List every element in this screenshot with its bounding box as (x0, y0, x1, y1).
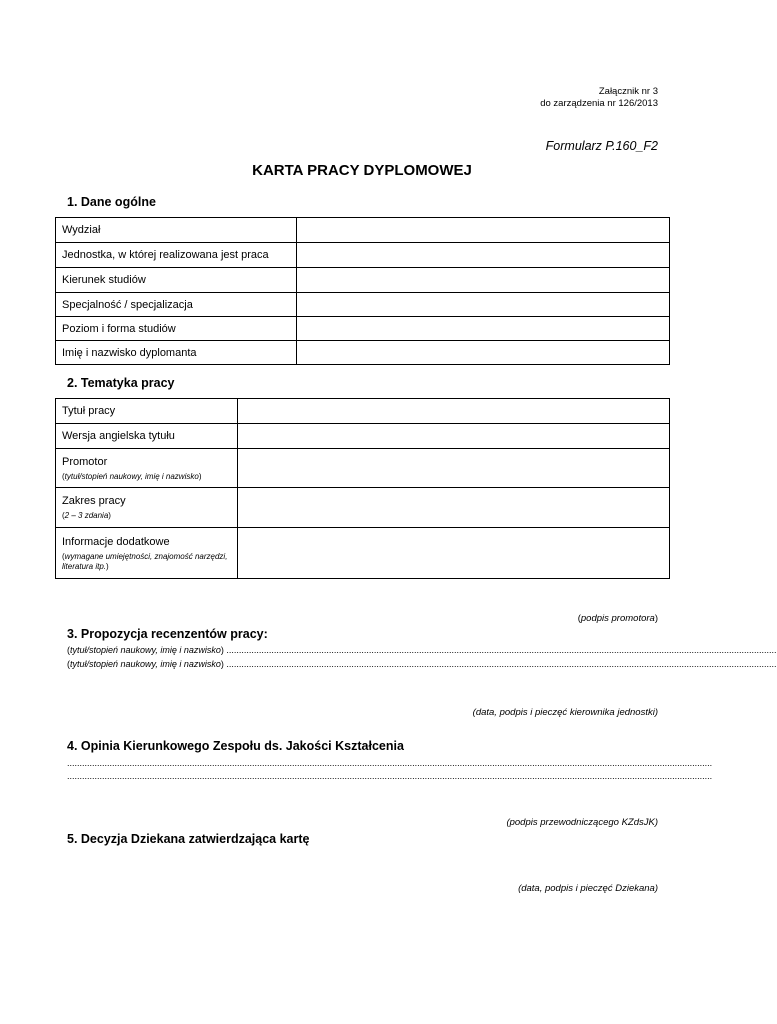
dean-signature-note: (data, podpis i pieczęć Dziekana) (518, 883, 658, 894)
annex-reference (540, 86, 658, 110)
graduate-name-field[interactable] (297, 341, 670, 365)
committee-chair-signature-note: (podpis przewodniczącego KZdsJK) (506, 817, 658, 828)
table-row (56, 341, 670, 365)
specialization-field[interactable] (297, 293, 670, 317)
annex-number: Załącznik nr 3 (598, 86, 658, 97)
unit-field[interactable] (297, 243, 670, 268)
reviewer-line-hint: tytuł/stopień naukowy, imię i nazwisko (70, 659, 221, 669)
supervisor-note-text: tytuł/stopień naukowy, imię i nazwisko (64, 471, 199, 481)
section-5-heading: 5. Decyzja Dziekana zatwierdzająca kartę (67, 832, 310, 846)
reviewer-line-hint: tytuł/stopień naukowy, imię i nazwisko (70, 645, 221, 655)
supervisor-signature-text: podpis promotora (580, 613, 655, 624)
faculty-field[interactable] (297, 218, 670, 243)
section-3-heading: 3. Propozycja recenzentów pracy: (67, 627, 268, 641)
form-code: Formularz P.160_F2 (545, 139, 658, 153)
table-row (56, 293, 670, 317)
unit-label: Jednostka, w której realizowana jest praca (56, 243, 297, 268)
unit-head-signature-note: (data, podpis i pieczęć kierownika jednostki) (472, 707, 658, 718)
faculty-label: Wydział (56, 218, 297, 243)
specialization-label: Specjalność / specjalizacja (56, 293, 297, 317)
table-row (56, 528, 670, 579)
scope-note: (2 – 3 zdania) (62, 511, 111, 520)
table-row (56, 317, 670, 341)
opinion-line-2[interactable]: .................................................................................................................................................................................................................................................................. (67, 771, 713, 781)
section-1-heading: 1. Dane ogólne (67, 195, 156, 209)
thesis-topic-table (55, 398, 670, 579)
supervisor-note: (tytuł/stopień naukowy, imię i nazwisko) (62, 471, 202, 481)
scope-cell (56, 488, 238, 528)
table-row (56, 449, 670, 488)
supervisor-cell (56, 449, 238, 488)
english-title-field[interactable] (238, 424, 670, 449)
english-title-label: Wersja angielska tytułu (56, 424, 238, 449)
study-level-label: Poziom i forma studiów (56, 317, 297, 341)
scope-label: Zakres pracy (62, 495, 126, 507)
table-row (56, 399, 670, 424)
annex-regulation: do zarządzenia nr 126/2013 (540, 98, 658, 109)
opinion-line-1[interactable]: .................................................................................................................................................................................................................................................................. (67, 758, 713, 768)
field-of-study-field[interactable] (297, 268, 670, 293)
table-row (56, 424, 670, 449)
supervisor-field[interactable] (238, 449, 670, 488)
table-row (56, 488, 670, 528)
additional-info-label: Informacje dodatkowe (62, 535, 170, 548)
thesis-title-label: Tytuł pracy (56, 399, 238, 424)
field-of-study-label: Kierunek studiów (56, 268, 297, 293)
graduate-name-label: Imię i nazwisko dyplomanta (56, 341, 297, 365)
additional-info-note: (wymagane umiejętności, znajomość narzędzi, literatura itp.) (62, 551, 228, 571)
thesis-title-field[interactable] (238, 399, 670, 424)
table-row (56, 268, 670, 293)
section-4-heading: 4. Opinia Kierunkowego Zespołu ds. Jakości Kształcenia (67, 739, 404, 753)
table-row (56, 218, 670, 243)
reviewer-line-2[interactable]: (tytuł/stopień naukowy, imię i nazwisko) ............................................................................................................................................................................................................................ (67, 659, 777, 669)
reviewer-line-1[interactable]: (tytuł/stopień naukowy, imię i nazwisko) ............................................................................................................................................................................................................................ (67, 645, 777, 655)
supervisor-label: Promotor (62, 455, 108, 468)
study-level-field[interactable] (297, 317, 670, 341)
additional-info-note-text: wymagane umiejętności, znajomość narzędzi, literatura itp. (62, 551, 228, 571)
scope-note-text: 2 – 3 zdania (64, 511, 109, 520)
additional-info-field[interactable] (238, 528, 670, 579)
document-title: KARTA PRACY DYPLOMOWEJ (252, 162, 472, 179)
scope-field[interactable] (238, 488, 670, 528)
table-row (56, 243, 670, 268)
general-data-table (55, 217, 670, 365)
additional-info-cell (56, 528, 238, 579)
supervisor-signature-note: (podpis promotora) (577, 613, 658, 624)
section-2-heading: 2. Tematyka pracy (67, 376, 175, 390)
